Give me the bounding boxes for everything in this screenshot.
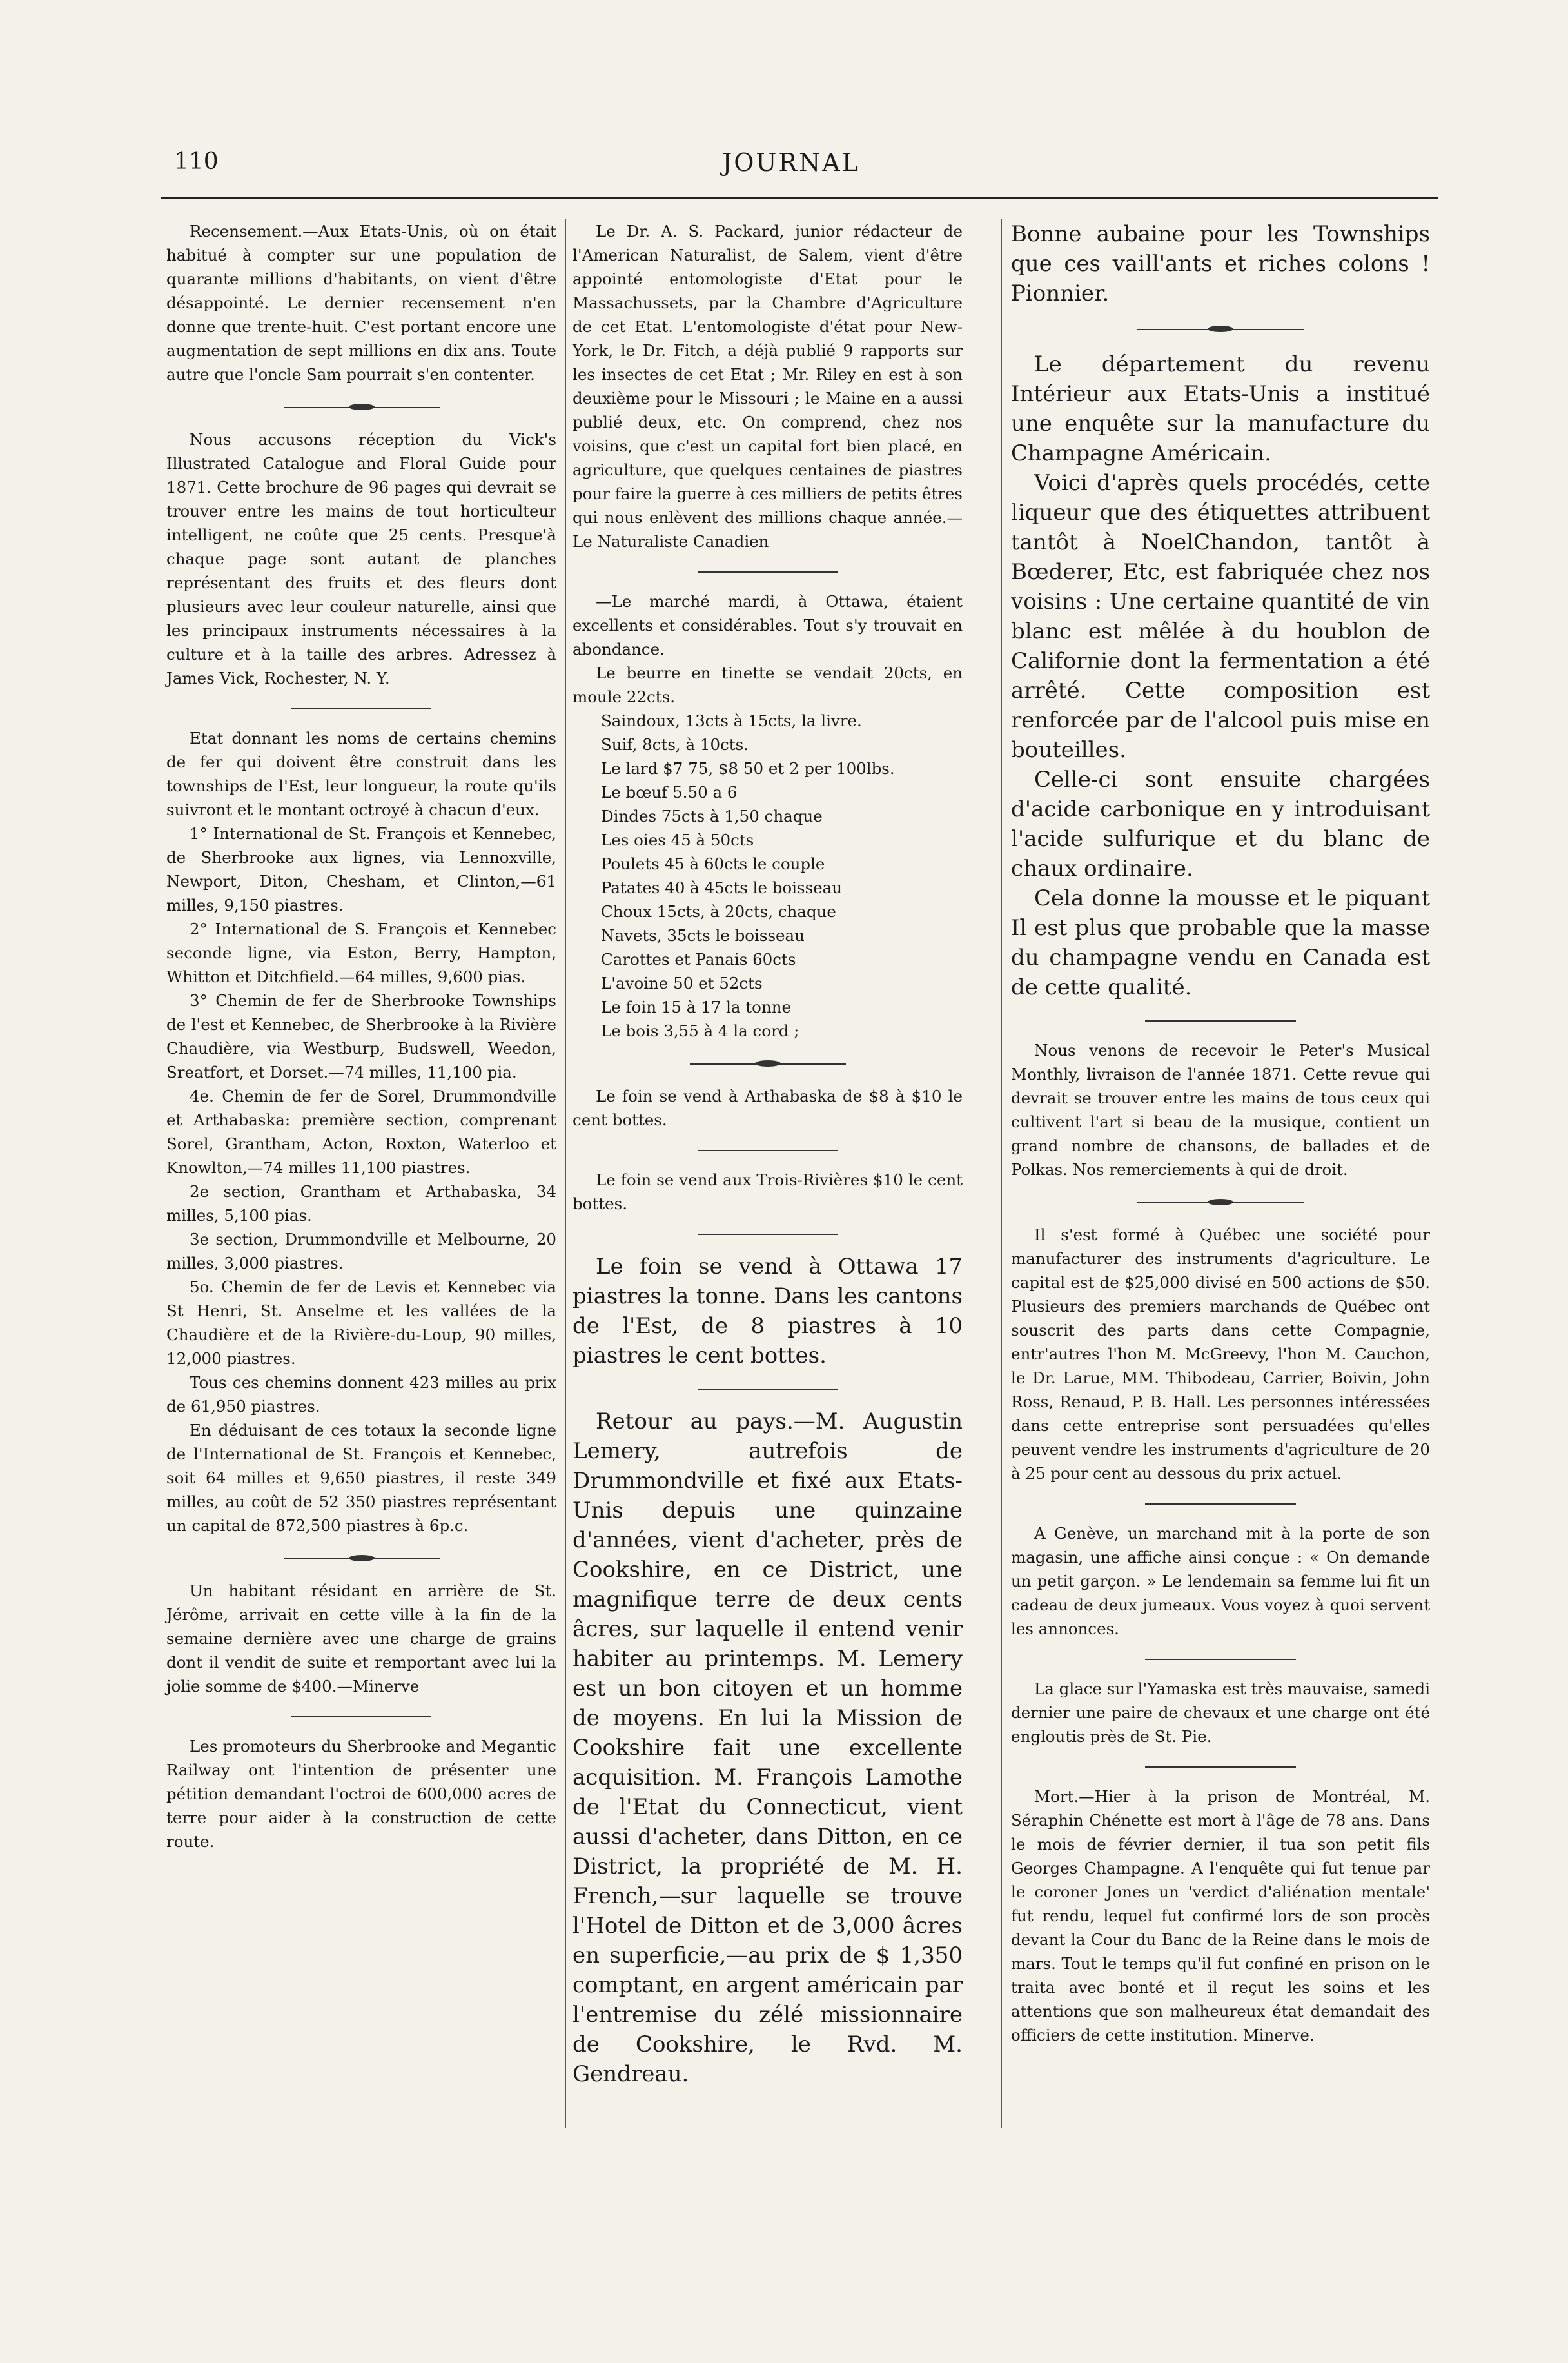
railway-item: 3° Chemin de fer de Sherbrooke Townships de l'est et Kennebec, de Sherbrooke à la Rivière Chaudière, via Westburp, Budswell, Weedon, Sreatfort, et Dorset.—74 milles, 11,100 pia. [166,991,556,1082]
price-list [573,709,963,1043]
article-mort-chenette: Mort.—Hier à la prison de Montréal, M. Séraphin Chénette est mort à l'âge de 78 ans. Dans le mois de février dernier, il tua son petit fils Georges Champagne. A l'enquête qui fut tenue par le coroner Jones un 'verdict d'aliénation mentale' fut rendu, lequel fut confirmé lors de son procès devant la Cour du Banc de la Reine dans le mois de mars. Tout le temps qu'il fut confiné en prison on le traita avec bonté et il reçut les soins et les attentions que son malheureux état demandait des officiers de cette institution. Minerve. [1011,1787,1430,2044]
divider [1011,1002,1430,1038]
article-yamaska: La glace sur l'Yamaska est très mauvaise, samedi dernier une paire de chevaux et une charge ont été engloutis près de St. Pie. [1011,1679,1430,1746]
article-st-jerome: Un habitant résidant en arrière de St. Jérôme, arrivait en cette ville à la fin de la semaine dernière avec une charge de grains dont il vendit de suite et remportant avec lui la jolie somme de $400.—Minerve [166,1581,556,1696]
ornament-divider [1011,1182,1430,1223]
price-item: Le lard $7 75, $8 50 et 2 per 100lbs. [601,759,895,778]
article-quebec-society: Il s'est formé à Québec une société pour manufacturer des instruments d'agriculture. Le capital est de $25,000 divisé en 500 actions de $50. Plusieurs des premiers marchands de Québec ont souscrit des parts dans cette Compagnie, entr'autres l'hon M. McGreevy, l'hon M. Cauchon, le Dr. Larue, MM. Thibodeau, Carrier, Boivin, John Ross, Renaud, P. B. Hall. Les personnes intéressées dans cette entreprise sont persuadées qu'elles peuvent vendre les instruments d'agriculture de 20 à 25 pour cent au dessous du prix actuel. [1011,1225,1430,1483]
railway-item: 2° International de S. François et Kennebec seconde ligne, via Eston, Berry, Hampton, Whitton et Ditchfield.—64 milles, 9,600 pias. [166,920,556,986]
price-item: Le bois 3,55 à 4 la cord ; [601,1022,799,1040]
article-geneve: A Genève, un marchand mit à la porte de son magasin, une affiche ainsi conçue : « On demande un petit garçon. » Le lendemain sa femme lui fit un cadeau de deux jumeaux. Vous voyez à quoi servent les annonces. [1011,1524,1430,1638]
article-peters-musical: Nous venons de recevoir le Peter's Musical Monthly, livraison de l'année 1871. Cette revue qui devrait se trouver entre les mains de tous ceux qui cultivent l'art si beau de la musique, contient un grand nombre de chansons, de ballades et de Polkas. Nos remerciements à qui de droit. [1011,1041,1430,1179]
column-rule-2 [1001,219,1002,2128]
article-hay-arthabaska: Le foin se vend à Arthabaska de $8 à $10 le cent bottes. [573,1087,963,1129]
railway-item: 3e section, Drummondville et Melbourne, 20 milles, 3,000 piastres. [166,1230,556,1272]
article-ottawa-market: —Le marché mardi, à Ottawa, étaient excellents et considérables. Tout s'y trouvait en abondance. [573,592,963,658]
price-item: Les oies 45 à 50cts [601,831,754,849]
article-townships-colons: Bonne aubaine pour les Townships que ces vaill'ants et riches colons ! Pionnier. [1011,221,1430,306]
price-item: Navets, 35cts le boisseau [601,926,805,945]
railway-item: 2e section, Grantham et Arthabaska, 34 milles, 5,100 pias. [166,1182,556,1225]
railway-deduction: En déduisant de ces totaux la seconde ligne de l'International de St. François et Kennebec, soit 64 milles et 9,650 piastres, il reste 349 milles, au coût de 52 350 piastres représentant un capital de 872,500 piastres à 6p.c. [166,1421,556,1535]
divider [1011,1485,1430,1521]
article-champagne-acid: Celle-ci sont ensuite chargées d'acide carbonique en y introduisant l'acide sulfurique et du blanc de chaux ordinaire. [1011,767,1430,882]
article-megantic-railway: Les promoteurs du Sherbrooke and Megantic Railway ont l'intention de présenter une pétition demandant l'octroi de 600,000 acres de terre pour aider à la construction de cette route. [166,1737,556,1851]
divider [1011,1748,1430,1785]
ornament-divider [166,386,556,428]
ornament-divider [573,1043,963,1084]
price-item: Carottes et Panais 60cts [601,950,796,969]
article-vick-catalogue: Nous accusons réception du Vick's Illustrated Catalogue and Floral Guide pour 1871. Cette brochure de 96 pages qui devrait se trouver entre les mains de tout horticulteur intelligent, ne coûte que 25 cents. Presque'à chaque page sont autant de planches représentant des fruits et des fleurs dont plusieurs avec leur couleur naturelle, ainsi que les principaux instruments nécessaires à la culture et à la taille des arbres. Adressez à James Vick, Rochester, N. Y. [166,430,556,687]
price-item: Choux 15cts, à 20cts, chaque [601,902,836,921]
railway-item: 1° International de St. François et Kennebec, de Sherbrooke aux lignes, via Lennoxville, Newport, Diton, Chesham, et Clinton,—61 milles, 9,150 piastres. [166,824,556,915]
article-hay-trois-rivieres: Le foin se vend aux Trois-Rivières $10 le cent bottes. [573,1171,963,1213]
railway-item: 4e. Chemin de fer de Sorel, Drummondville et Arthabaska: première section, comprenant Sorel, Grantham, Acton, Roxton, Waterloo et Knowlton,—74 milles 11,100 piastres. [166,1087,556,1177]
column-1 [166,219,556,1854]
ornament-divider [1011,308,1430,350]
page-header [161,148,1438,200]
price-item: Le foin 15 à 17 la tonne [601,998,791,1016]
header-rule [161,197,1438,199]
page-number: 110 [174,148,219,175]
divider [573,1370,963,1407]
butter-price: Le beurre en tinette se vendait 20cts, en moule 22cts. [573,664,963,706]
article-hay-ottawa: Le foin se vend à Ottawa 17 piastres la tonne. Dans les cantons de l'Est, de 8 piastres à 10 piastres le cent bottes. [573,1254,963,1369]
running-title: JOURNAL [722,148,860,177]
divider [1011,1641,1430,1677]
article-railways-intro: Etat donnant les noms de certains chemins de fer qui doivent être construit dans les townships de l'Est, leur longueur, la route qu'ils suivront et le montant octroyé à chacun d'eux. [166,729,556,819]
article-champagne-inquiry: Le département du revenu Intérieur aux Etats-Unis a institué une enquête sur la manufacture du Champagne Américain. [1011,351,1430,466]
column-rule-1 [565,219,566,2128]
article-packard: Le Dr. A. S. Packard, junior rédacteur de l'American Naturalist, de Salem, vient d'être appointé entomologiste d'Etat pour le Massachussets, par la Chambre d'Agriculture de cet Etat. L'entomologiste d'état pour New-York, le Dr. Fitch, a déjà publié 9 rapports sur les insectes de cet Etat ; Mr. Riley en est à son deuxième pour le Missouri ; le Maine en a aussi publié deux, etc. On comprend, chez nos voisins, que c'est un capital fort bien placé, en agriculture, que quelques centaines de piastres pour faire la guerre à ces milliers de petits êtres qui nous enlèvent des millions chaque année.—Le Naturaliste Canadien [573,222,963,551]
divider [166,1698,556,1734]
price-item: Le bœuf 5.50 a 6 [601,783,738,802]
railway-item: 5o. Chemin de fer de Levis et Kennebec via St Henri, St. Anselme et les vallées de la Chaudière et de la Rivière-du-Loup, 90 milles, 12,000 piastres. [166,1278,556,1368]
ornament-divider [166,1537,556,1579]
column-3 [1011,219,1430,2047]
article-champagne-process: Voici d'après quels procédés, cette liqueur que des étiquettes attribuent tantôt à NoelChandon, tantôt à Bœderer, Etc, est fabriquée chez nos voisins : Une certaine quantité de vin blanc est mêlée à du houblon de Californie dont la fermentation a été arrêté. Cette composition est renforcée par de l'alcool puis mise en bouteilles. [1011,470,1430,763]
price-item: L'avoine 50 et 52cts [601,974,763,993]
railway-total: Tous ces chemins donnent 423 milles au prix de 61,950 piastres. [166,1373,556,1416]
divider [573,1216,963,1252]
price-item: Dindes 75cts à 1,50 chaque [601,807,823,826]
article-recensement: Recensement.—Aux Etats-Unis, où on était habitué à compter sur une population de quarante millions d'habitants, on vient d'être désappointé. Le dernier recensement n'en donne que trente-huit. C'est portant encore une augmentation de sept millions en dix ans. Toute autre que l'oncle Sam pourrait s'en contenter. [166,222,556,384]
article-retour-au-pays: Retour au pays.—M. Augustin Lemery, autrefois de Drummondville et fixé aux Etats-Unis depuis une quinzaine d'années, vient d'acheter, près de Cookshire, en ce District, une magnifique terre de deux cents âcres, sur laquelle il entend venir habiter au printemps. M. Lemery est un bon citoyen et un homme de moyens. En lui la Mission de Cookshire fait une excellente acquisition. M. François Lamothe de l'Etat du Connecticut, vient aussi d'acheter, dans Ditton, en ce District, la propriété de M. H. French,—sur laquelle se trouve l'Hotel de Ditton et de 3,000 âcres en superficie,—au prix de $ 1,350 comptant, en argent américain par l'entremise du zélé missionnaire de Cookshire, le Rvd. M. Gendreau. [573,1409,963,2087]
article-champagne-quality: Cela donne la mousse et le piquant Il est plus que probable que la masse du champagne vendu en Canada est de cette qualité. [1011,885,1430,1000]
column-2 [573,219,963,2089]
divider [166,690,556,726]
divider [573,1132,963,1168]
price-item: Suif, 8cts, à 10cts. [601,735,749,754]
divider [573,553,963,589]
price-item: Saindoux, 13cts à 15cts, la livre. [601,711,862,730]
price-item: Poulets 45 à 60cts le couple [601,855,825,873]
price-item: Patates 40 à 45cts le boisseau [601,878,843,897]
